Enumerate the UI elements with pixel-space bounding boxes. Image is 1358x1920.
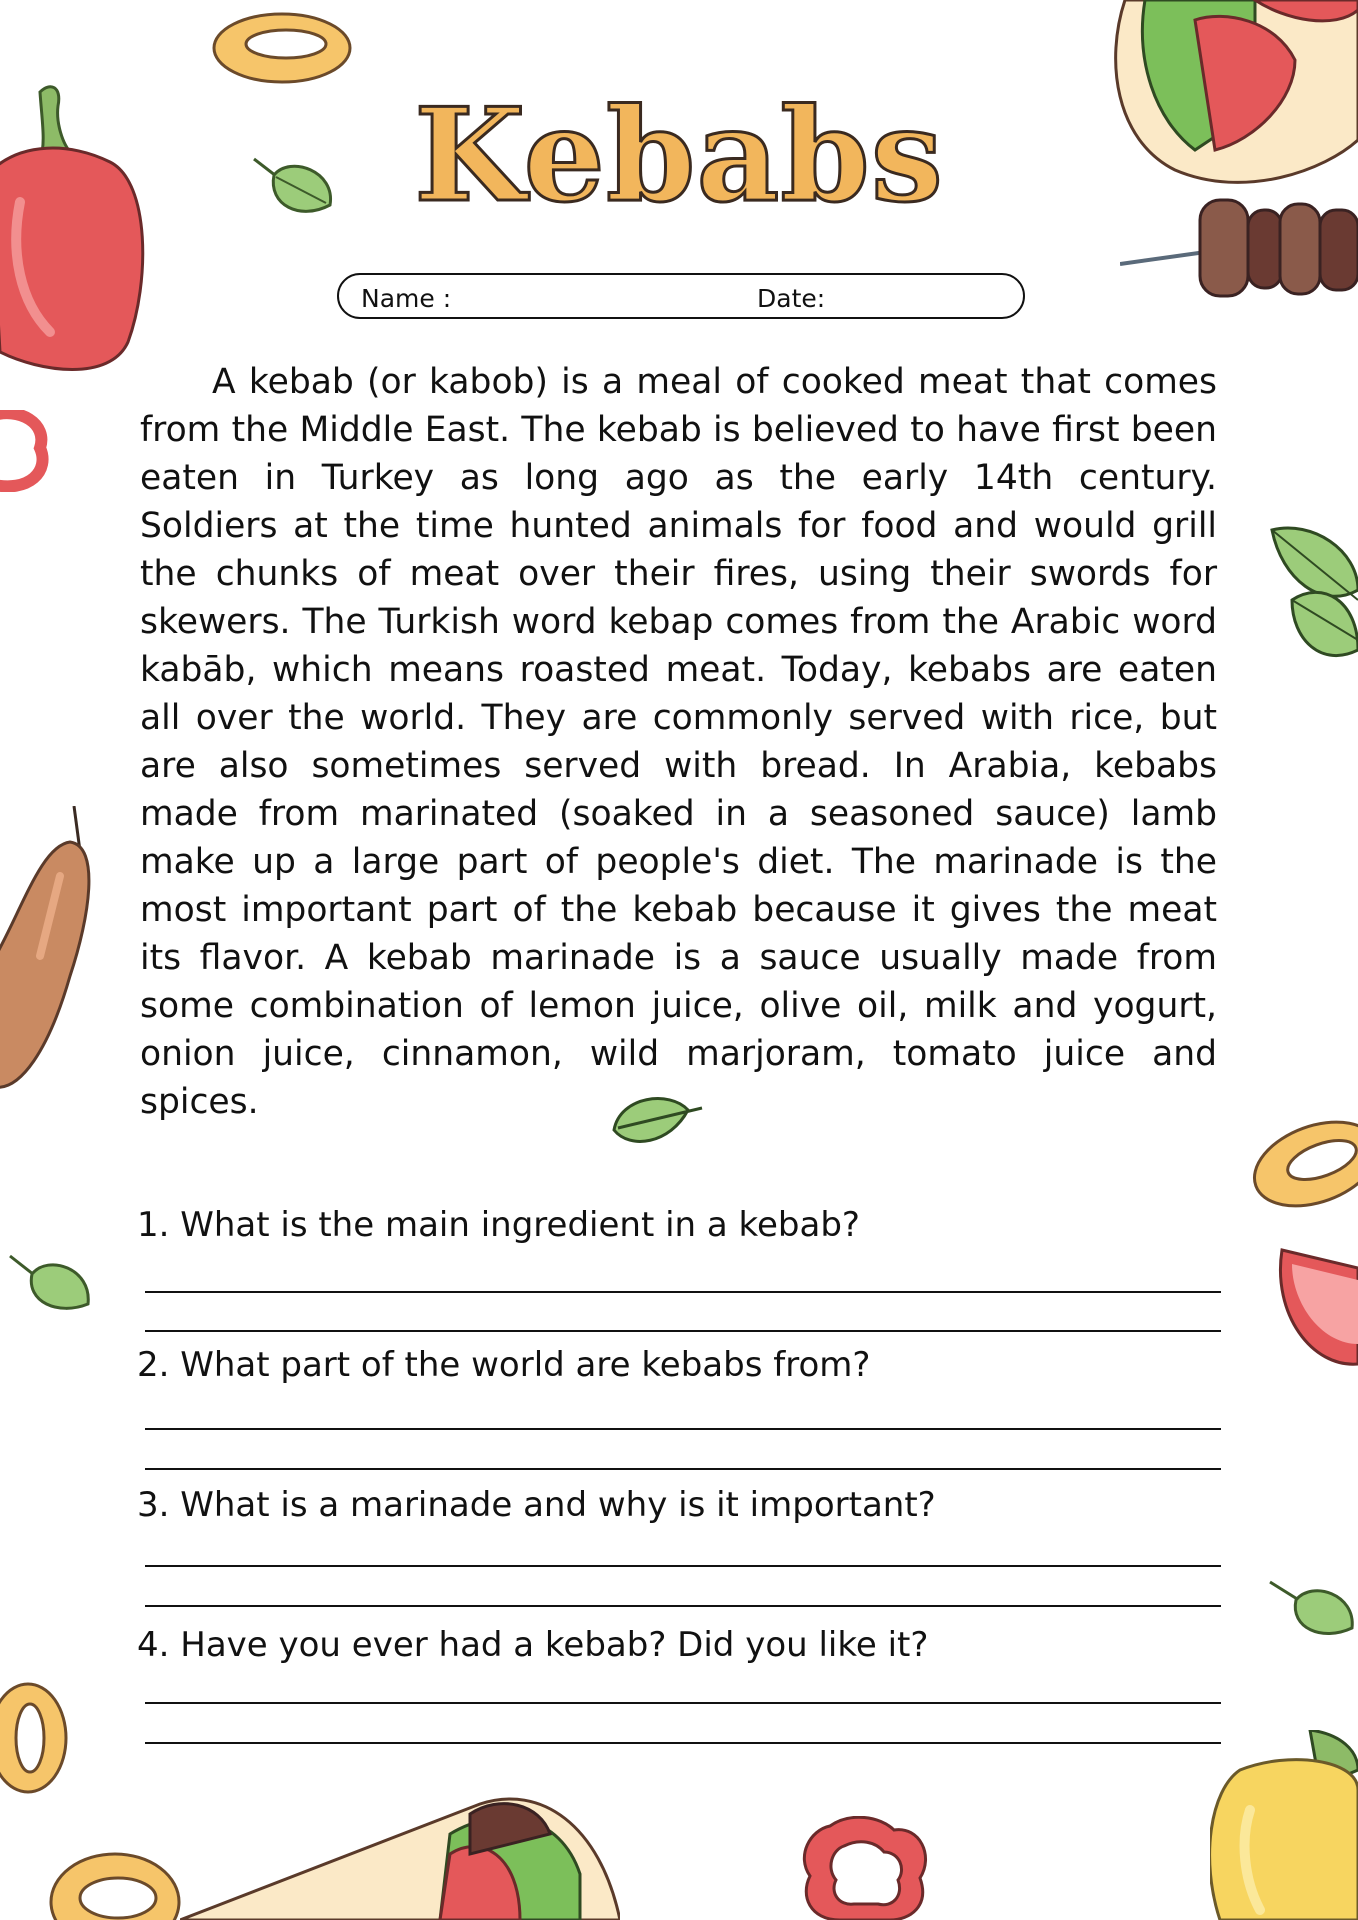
answer-line[interactable]: [145, 1565, 1221, 1567]
leaf-icon: [1268, 1580, 1358, 1642]
question-4: 4. Have you ever had a kebab? Did you like it?: [137, 1625, 929, 1665]
pepper-ring-icon: [800, 1816, 930, 1920]
answer-line[interactable]: [145, 1330, 1221, 1332]
worksheet-title: Kebabs: [414, 81, 944, 231]
sausage-skewer-icon: [0, 806, 100, 1096]
tomato-slice-icon: [1272, 1244, 1358, 1368]
pepper-ring-icon: [0, 410, 50, 492]
answer-line[interactable]: [145, 1742, 1221, 1744]
answer-line[interactable]: [145, 1702, 1221, 1704]
question-1: 1. What is the main ingredient in a kebab?: [137, 1205, 860, 1245]
onion-ring-icon: [210, 8, 355, 88]
date-label[interactable]: Date:: [757, 284, 826, 313]
question-3: 3. What is a marinade and why is it important?: [137, 1485, 936, 1525]
answer-line[interactable]: [145, 1428, 1221, 1430]
name-label[interactable]: Name :: [361, 284, 452, 313]
question-2: 2. What part of the world are kebabs from?: [137, 1345, 871, 1385]
wrap-icon: [180, 1794, 620, 1920]
onion-ring-icon: [1246, 1118, 1358, 1208]
answer-line[interactable]: [145, 1291, 1221, 1293]
name-date-bar: [337, 273, 1025, 319]
answer-line[interactable]: [145, 1605, 1221, 1607]
onion-ring-icon: [0, 1680, 72, 1796]
yellow-pepper-icon: [1210, 1730, 1358, 1920]
leaf-icon: [8, 1254, 92, 1314]
reading-passage: A kebab (or kabob) is a meal of cooked meat that comes from the Middle East. The kebab is believed to have first been eaten in Turkey as long ago as the early 14th century. Soldiers at the time hunted animals for food and would grill the chunks of meat over their fires, using their swords for skewers. The Turkish word kebap comes from the Arabic word kabāb, which means roasted meat. Today, kebabs are eaten all over the world. They are commonly served with rice, but are also sometimes served with bread. In Arabia, kebabs made from marinated (soaked in a seasoned sauce) lamb make up a large part of people's diet. The marinade is the most important part of the kebab because it gives the meat its flavor. A kebab marinade is a sauce usually made from some combination of lemon juice, olive oil, milk and yogurt, onion juice, cinnamon, wild marjoram, tomato juice and spices.: [140, 362, 1217, 1122]
answer-line[interactable]: [145, 1468, 1221, 1470]
onion-ring-icon: [48, 1846, 182, 1920]
basil-icon: [1262, 520, 1358, 668]
